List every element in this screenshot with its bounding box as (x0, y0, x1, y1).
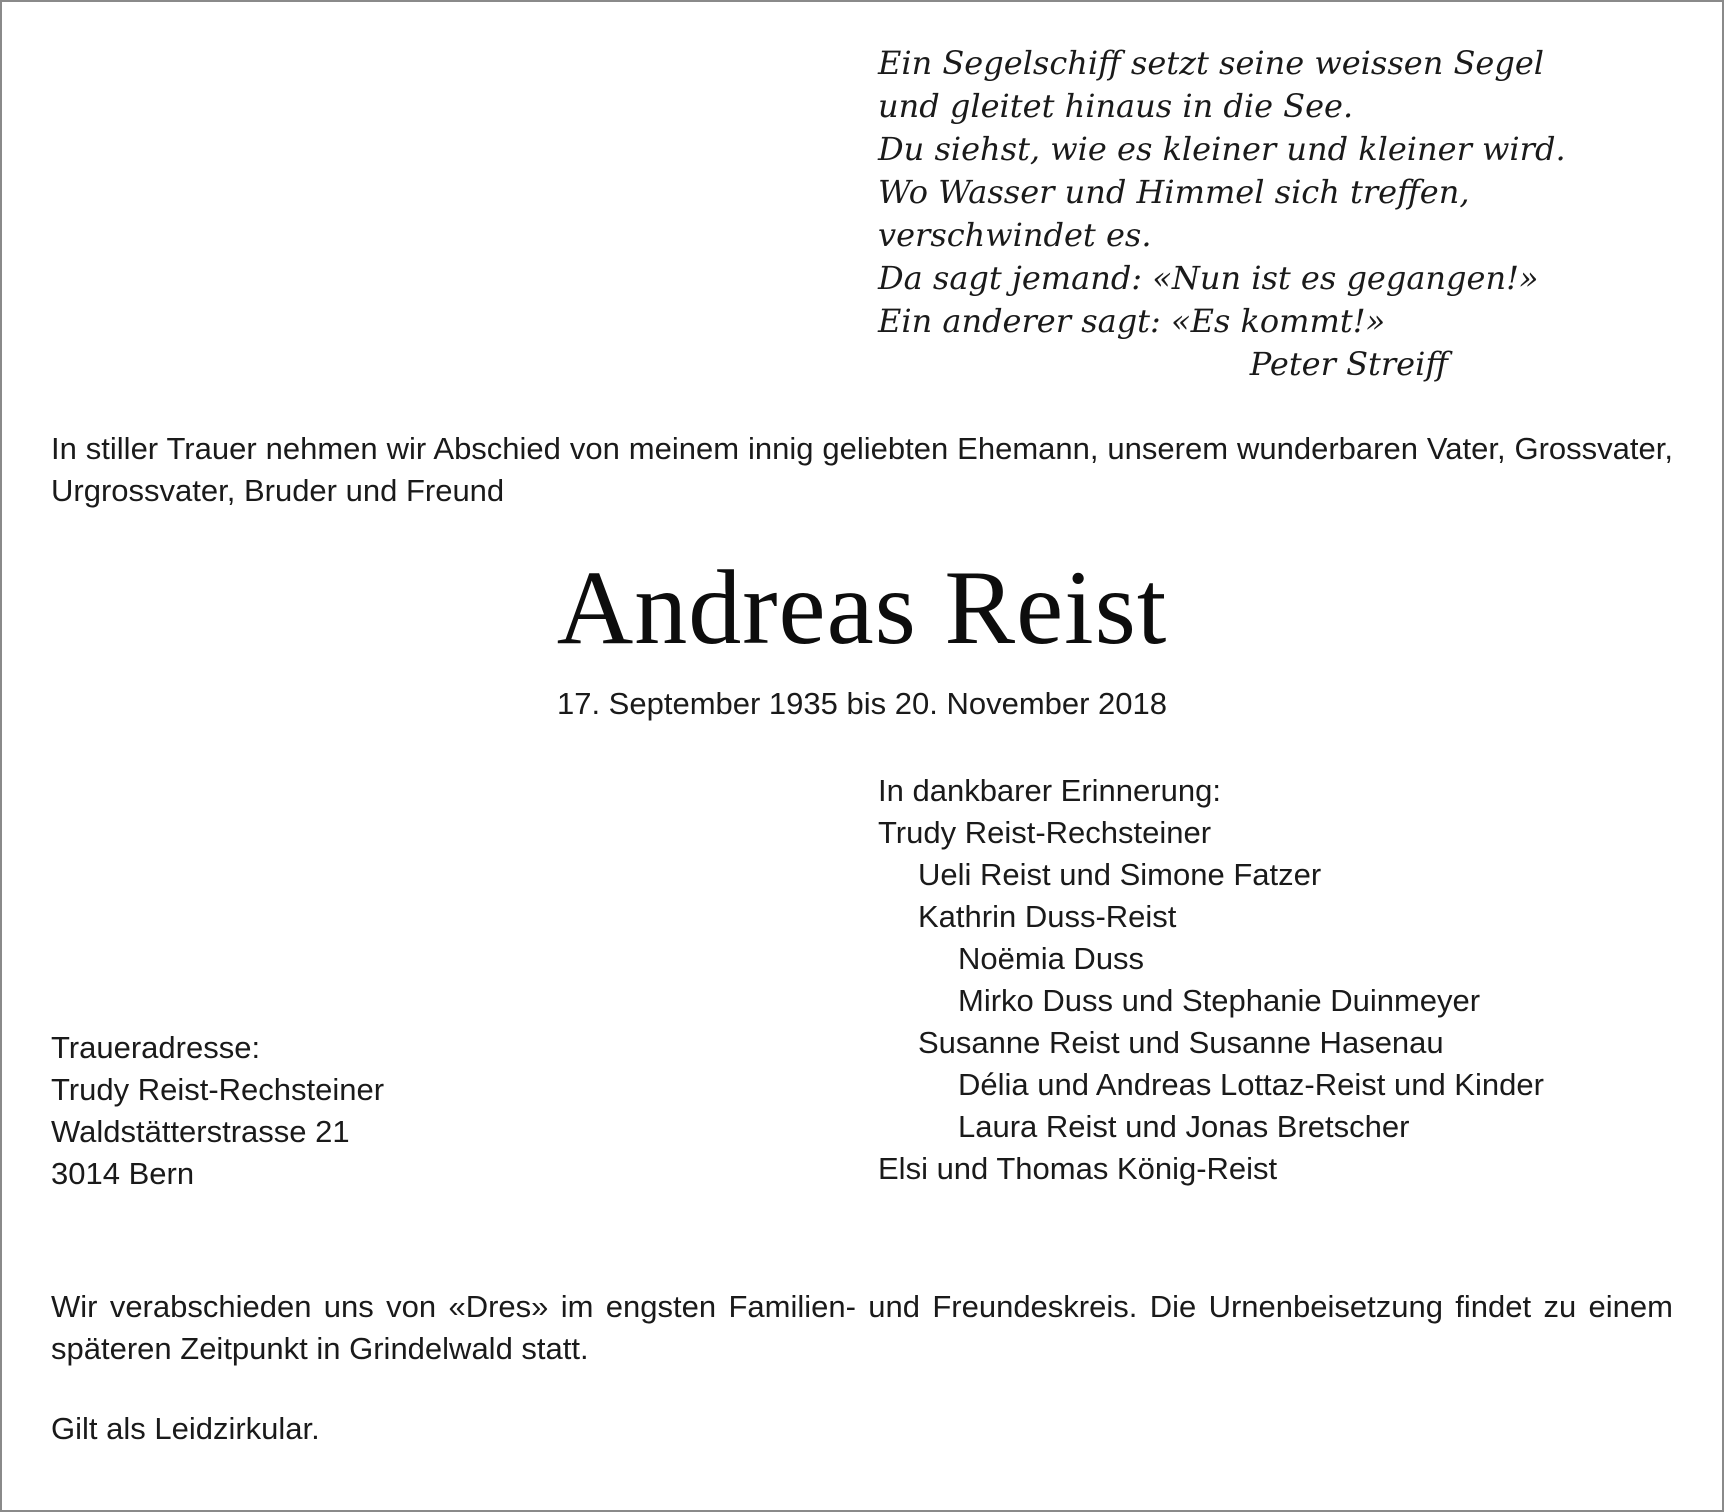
address-city: 3014 Bern (51, 1156, 195, 1191)
poem-line: Ein Segelschiff setzt seine weissen Segel (878, 44, 1544, 82)
mourning-address (51, 1027, 751, 1195)
family-member: Elsi und Thomas König-Reist (878, 1151, 1278, 1186)
address-street: Waldstätterstrasse 21 (51, 1114, 350, 1149)
address-label: Traueradresse: (51, 1030, 261, 1065)
circular-note: Gilt als Leidzirkular. (51, 1411, 320, 1446)
poem (878, 42, 1598, 386)
intro-text: In stiller Trauer nehmen wir Abschied von meinem innig geliebten Ehemann, unserem wunderbaren Vater, Grossvater, Urgrossvater, Bruder und Freund (51, 431, 1673, 508)
family-member: Laura Reist und Jonas Bretscher (958, 1109, 1410, 1144)
poem-line: Ein anderer sagt: «Es kommt!» (878, 302, 1386, 340)
family-member: Susanne Reist und Susanne Hasenau (918, 1025, 1444, 1060)
family-member: Mirko Duss und Stephanie Duinmeyer (958, 983, 1481, 1018)
poem-line: Da sagt jemand: «Nun ist es gegangen!» (878, 259, 1539, 297)
poem-line: Wo Wasser und Himmel sich treffen, (878, 173, 1470, 211)
poem-line: Du siehst, wie es kleiner und kleiner wird. (878, 130, 1566, 168)
family-list (878, 770, 1678, 1190)
poem-line: verschwindet es. (878, 216, 1152, 254)
deceased-name: Andreas Reist (556, 549, 1168, 666)
family-member: Trudy Reist-Rechsteiner (878, 815, 1212, 850)
family-heading: In dankbarer Erinnerung: (878, 773, 1221, 808)
address-name: Trudy Reist-Rechsteiner (51, 1072, 385, 1107)
poem-line: und gleitet hinaus in die See. (878, 87, 1354, 125)
life-dates: 17. September 1935 bis 20. November 2018 (556, 686, 1168, 721)
family-member: Noëmia Duss (958, 941, 1145, 976)
poem-author: Peter Streiff (1249, 345, 1448, 383)
family-member: Ueli Reist und Simone Fatzer (918, 857, 1322, 892)
family-member: Délia und Andreas Lottaz-Reist und Kinder (958, 1067, 1544, 1102)
family-member: Kathrin Duss-Reist (918, 899, 1177, 934)
closing-text: Wir verabschieden uns von «Dres» im engsten Familien- und Freundeskreis. Die Urnenbeisetzung findet zu einem späteren Zeitpunkt in Grindelwald statt. (51, 1289, 1673, 1366)
